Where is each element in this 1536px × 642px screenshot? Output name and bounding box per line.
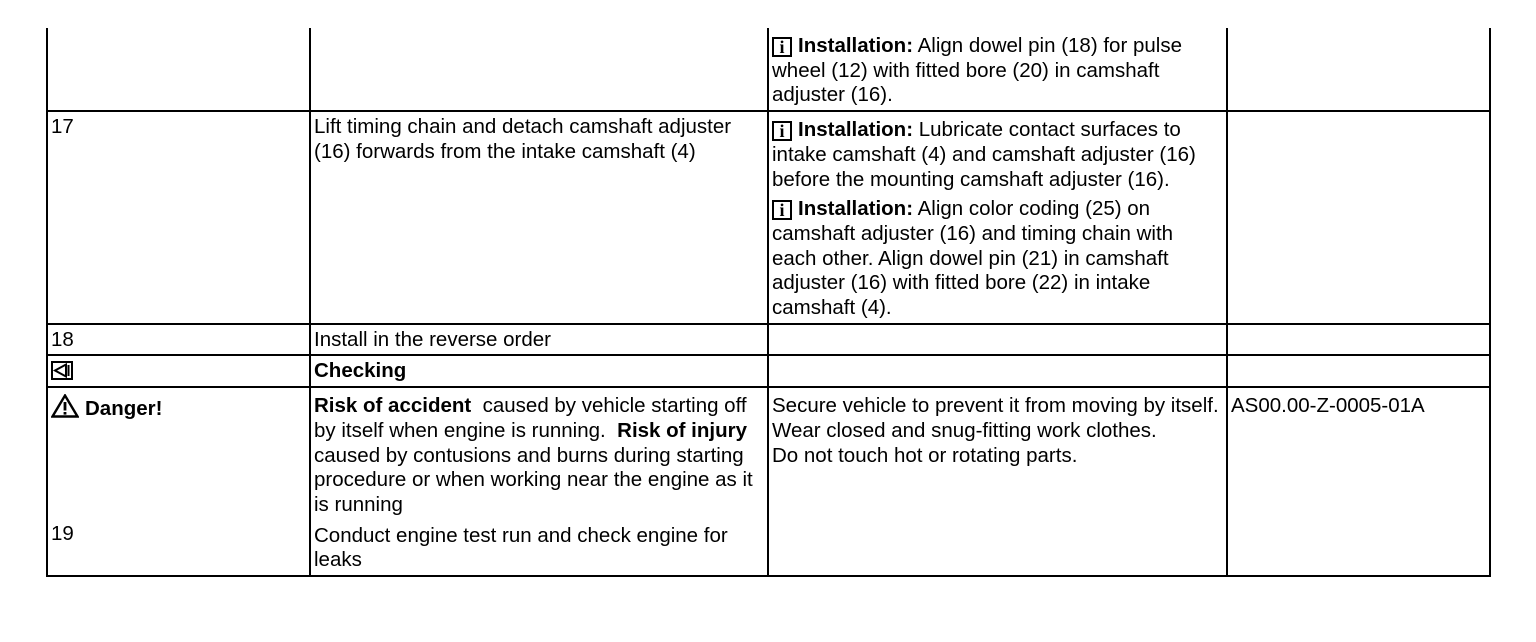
info-icon: i bbox=[772, 200, 792, 220]
warning-triangle-icon bbox=[51, 394, 79, 418]
reference-cell bbox=[1227, 324, 1490, 356]
note-label: Installation: bbox=[798, 197, 914, 221]
checking-icon-cell bbox=[47, 355, 310, 387]
step-cell: 17 bbox=[47, 111, 310, 324]
test-run-action: Conduct engine test run and check engine for leaks bbox=[314, 523, 728, 572]
note-text: Align dowel pin (18) for pulse wheel (12) with fitted bore (20) in camshaft adjuster (16). bbox=[772, 34, 1182, 107]
installation-note bbox=[772, 118, 1223, 192]
reference-cell bbox=[1227, 111, 1490, 324]
info-icon: i bbox=[772, 121, 792, 141]
note-label: Installation: bbox=[798, 34, 914, 57]
notes-cell bbox=[768, 355, 1227, 387]
step-cell: 18 bbox=[47, 324, 310, 356]
checking-label: Checking bbox=[310, 355, 768, 387]
checking-triangle-icon bbox=[51, 361, 73, 380]
risk-accident-text: caused by vehicle starting off by itself when engine is running. bbox=[314, 394, 753, 442]
risk-injury-text: caused by contusions and burns during starting procedure or when working near the engine as it is running bbox=[314, 443, 753, 516]
installation-note bbox=[772, 34, 1223, 108]
notes-cell bbox=[768, 324, 1227, 356]
info-icon: i bbox=[772, 37, 792, 57]
risk-accident-label: Risk of accident bbox=[314, 394, 472, 418]
installation-note bbox=[772, 197, 1223, 321]
risk-statement bbox=[314, 394, 764, 518]
procedure-table bbox=[46, 28, 1491, 577]
action-cell bbox=[310, 28, 768, 111]
note-label: Installation: bbox=[798, 118, 914, 142]
danger-cell bbox=[47, 387, 310, 576]
measure-hot-parts: Do not touch hot or rotating parts. bbox=[772, 443, 1078, 467]
table-row bbox=[47, 111, 1490, 324]
danger-label: Danger! bbox=[85, 397, 163, 421]
notes-cell bbox=[768, 28, 1227, 111]
reference-cell bbox=[1227, 355, 1490, 387]
action-cell bbox=[310, 387, 768, 576]
action-cell: Install in the reverse order bbox=[310, 324, 768, 356]
danger-header bbox=[51, 394, 306, 422]
measures-cell bbox=[768, 387, 1227, 576]
table-row bbox=[47, 28, 1490, 111]
measure-secure-vehicle: Secure vehicle to prevent it from moving by itself. bbox=[772, 394, 1219, 418]
table-row bbox=[47, 324, 1490, 356]
reference-code: AS00.00-Z-0005-01A bbox=[1227, 387, 1490, 576]
note-text: Lubricate contact surfaces to intake camshaft (4) and camshaft adjuster (16) before the mounting camshaft adjuster (16). bbox=[772, 118, 1196, 191]
table-row bbox=[47, 387, 1490, 576]
reference-cell bbox=[1227, 28, 1490, 111]
step-cell bbox=[47, 28, 310, 111]
table-row bbox=[47, 355, 1490, 387]
risk-injury-label: Risk of injury bbox=[617, 418, 747, 442]
note-text: Align color coding (25) on camshaft adjuster (16) and timing chain with each other. Align dowel pin (21) in camshaft adjuster (16) with fitted bore (22) in intake camshaft (4). bbox=[772, 197, 1174, 320]
notes-cell bbox=[768, 111, 1227, 324]
step-number: 19 bbox=[51, 521, 74, 545]
measure-work-clothes: Wear closed and snug-fitting work clothes. bbox=[772, 418, 1157, 442]
action-cell: Lift timing chain and detach camshaft adjuster (16) forwards from the intake camshaft (4) bbox=[310, 111, 768, 324]
